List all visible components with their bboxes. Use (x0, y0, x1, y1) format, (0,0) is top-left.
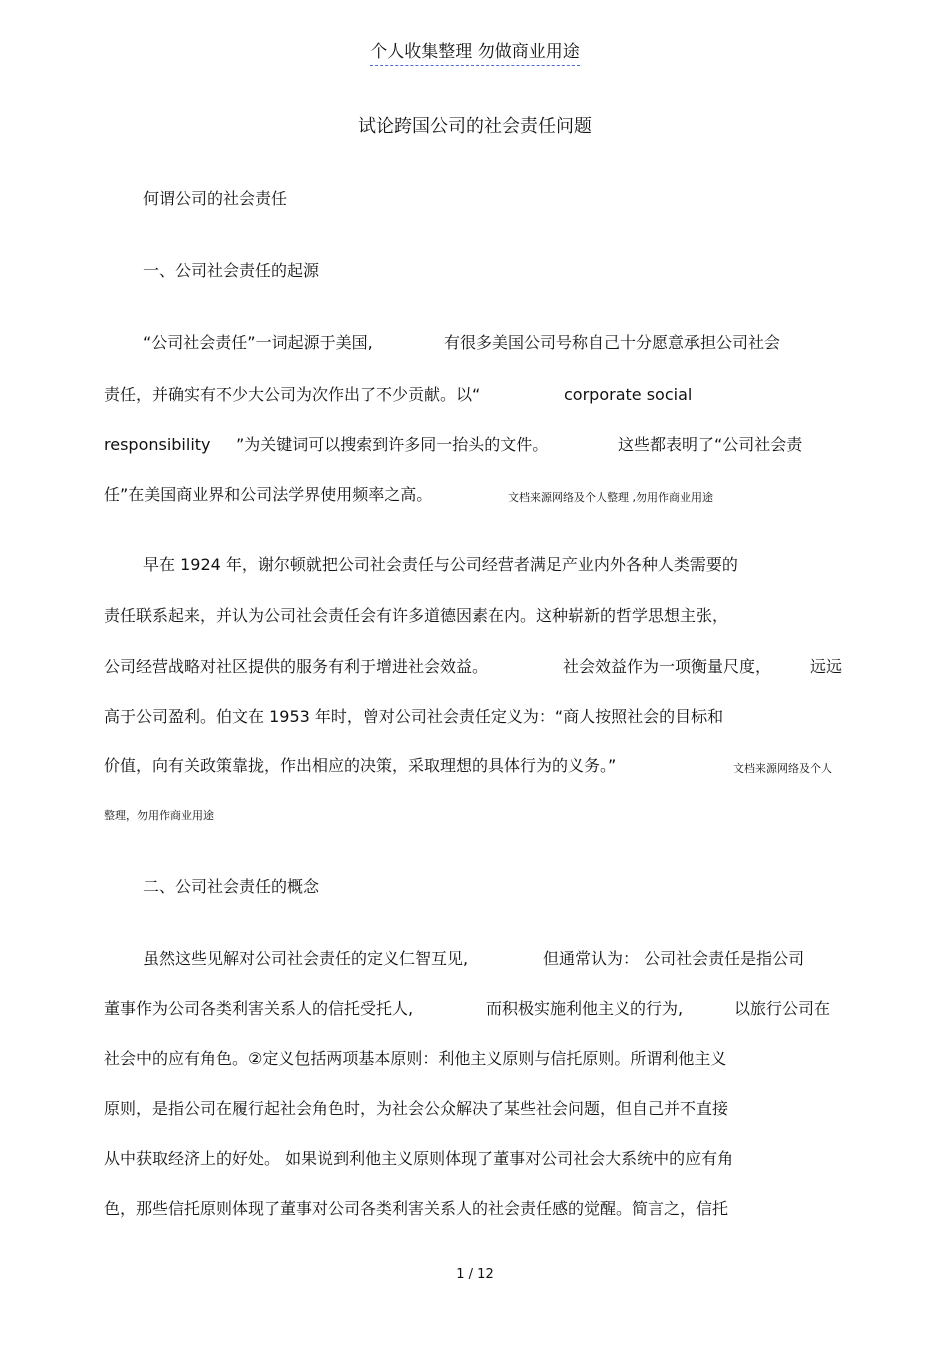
p1-line-2a: 责任，并确实有不少大公司为次作出了不少贡献。以“ (104, 385, 481, 404)
p3-line-2b: 而积极实施利他主义的行为, (486, 999, 684, 1018)
source-note-1: 文档来源网络及个人整理 ,勿用作商业用途 (508, 491, 713, 504)
p3-line-4: 原则，是指公司在履行起社会角色时，为社会公众解决了某些社会问题，但自己并不直接 (104, 1099, 729, 1118)
section-heading-main: 何谓公司的社会责任 (143, 189, 288, 208)
p1-line-1a: “公司社会责任”一词起源于美国, (143, 333, 373, 352)
page-number: 1 / 12 (456, 1267, 494, 1282)
source-note-2a: 文档来源网络及个人 (733, 762, 832, 775)
source-note-2b: 整理，勿用作商业用途 (104, 809, 214, 822)
p3-line-2a: 董事作为公司各类利害关系人的信托受托人, (104, 999, 414, 1018)
p2-line-3c: 远远 (810, 657, 843, 676)
p3-line-2c: 以旅行公司在 (734, 999, 831, 1018)
p2-line-3a: 公司经营战略对社区提供的服务有利于增进社会效益。 (104, 657, 489, 676)
document-title: 试论跨国公司的社会责任问题 (358, 116, 592, 137)
p2-line-2: 责任联系起来，并认为公司社会责任会有许多道德因素在内。这种崭新的哲学思想主张， (104, 606, 729, 625)
p3-line-3: 社会中的应有角色。②定义包括两项基本原则：利他主义原则与信托原则。所谓利他主义 (104, 1049, 727, 1068)
p1-line-3c: 这些都表明了“公司社会责 (618, 435, 803, 454)
p3-line-6: 色，那些信托原则体现了董事对公司各类利害关系人的社会责任感的觉醒。简言之，信托 (104, 1199, 729, 1218)
section-heading-concept: 二、公司社会责任的概念 (143, 877, 320, 896)
p1-line-1b: 有很多美国公司号称自己十分愿意承担公司社会 (444, 333, 781, 352)
p3-line-5: 从中获取经济上的好处。 如果说到利他主义原则体现了董事对公司社会大系统中的应有角 (104, 1149, 734, 1168)
p2-line-4: 高于公司盈利。伯文在 1953 年时，曾对公司社会责任定义为：“商人按照社会的目标和 (104, 707, 724, 726)
p1-line-2b: corporate social (564, 385, 693, 404)
section-heading-origin: 一、公司社会责任的起源 (143, 261, 320, 280)
header-text: 个人收集整理 勿做商业用途 (370, 42, 579, 66)
p2-line-5: 价值，向有关政策靠拢，作出相应的决策，采取理想的具体行为的义务。” (104, 756, 617, 775)
p3-line-1b: 但通常认为： 公司社会责任是指公司 (543, 949, 805, 968)
p2-line-1: 早在 1924 年，谢尔顿就把公司社会责任与公司经营者满足产业内外各种人类需要的 (143, 555, 738, 574)
p1-line-3a: responsibility (104, 435, 211, 454)
page-header (0, 40, 950, 64)
p1-line-3b: ”为关键词可以搜索到许多同一抬头的文件。 (236, 435, 549, 454)
p1-line-4a: 任”在美国商业界和公司法学界使用频率之高。 (104, 485, 433, 504)
p3-line-1a: 虽然这些见解对公司社会责任的定义仁智互见, (143, 949, 469, 968)
p2-line-3b: 社会效益作为一项衡量尺度， (563, 657, 772, 676)
